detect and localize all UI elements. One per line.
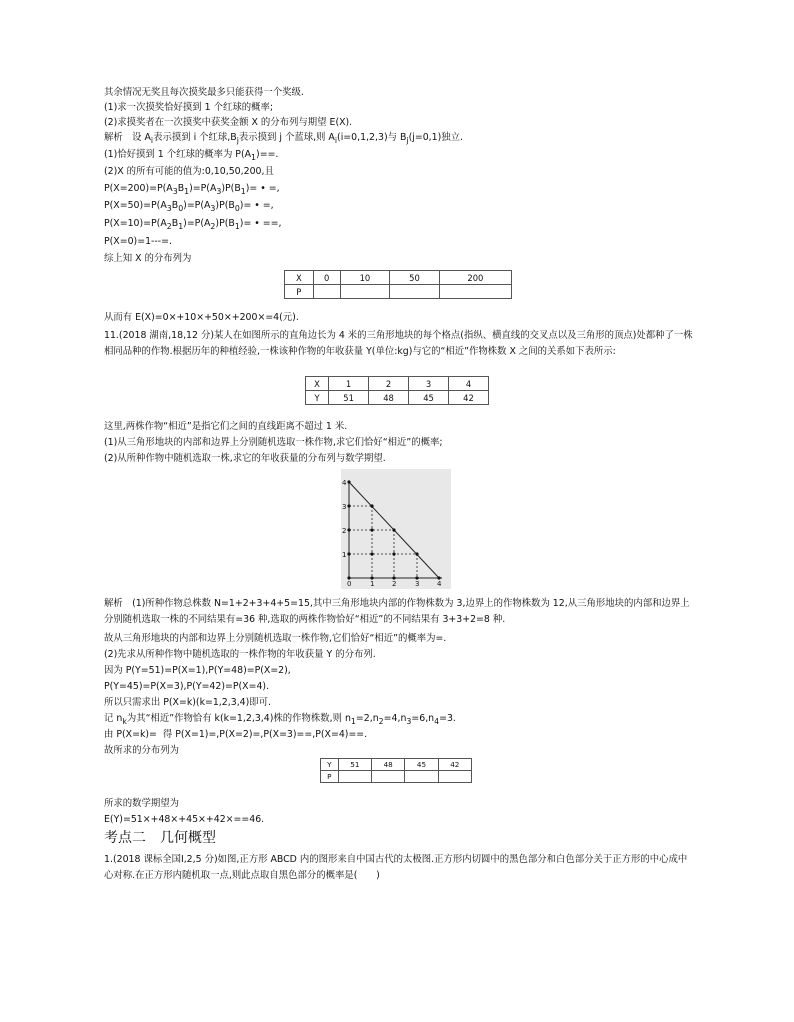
table-cell: 51 — [338, 759, 371, 771]
y-tick: 3 — [342, 503, 347, 511]
table-cell: X — [285, 271, 314, 285]
solution-line: 所以只需求出 P(X=k)(k=1,2,3,4)即可. — [104, 697, 272, 708]
table-cell: 45 — [405, 759, 438, 771]
x-tick: 4 — [437, 580, 442, 588]
question-part-2: (2)求摸奖者在一次摸奖中获奖金额 X 的分布列与期望 E(X). — [104, 117, 353, 128]
table-cell — [439, 285, 511, 299]
solution-11-part-1: 解析 (1)所种作物总株数 N=1+2+3+4+5=15,其中三角形地块内部的作物株数为 3,边界上的作物株数为 12,从三角形地块的内部和边界上分别随机选取一株的不同结果有=36 种,选取的两株作物恰好“相近”的不同结果有 3+3+2=8 种. — [104, 598, 690, 625]
solution-line: 故所求的分布列为 — [104, 745, 180, 756]
table-cell: 51 — [329, 391, 369, 405]
prob-x-0: P(X=0)=1---=. — [104, 236, 173, 247]
solution-line: 因为 P(Y=51)=P(X=1),P(Y=48)=P(X=2), — [104, 665, 291, 676]
expectation-line: 从而有 E(X)=0×+10×+50×+200×=4(元). — [104, 312, 299, 323]
solution-part-1: (1)恰好摸到 1 个红球的概率为 $P(A_1)==$. — [104, 149, 279, 162]
x-tick: 0 — [347, 580, 352, 588]
table-cell — [372, 771, 405, 783]
expectation-line: E(Y)=51×+48×+45×+42×==46. — [104, 814, 265, 825]
figure-svg — [341, 469, 451, 589]
x-tick: 2 — [392, 580, 397, 588]
table-row — [285, 271, 512, 285]
table-row — [306, 391, 489, 405]
distribution-table-x — [284, 270, 512, 299]
table-cell: 4 — [449, 377, 489, 391]
table-cell: 3 — [409, 377, 449, 391]
y-tick: 2 — [342, 527, 347, 535]
problem-11: 11.(2018 湖南,18,12 分)某人在如图所示的直角边长为 4 米的三角形地块的每个格点(指纵、横直线的交叉点以及三角形的顶点)处都种了一株相同品种的作物.根据历年的种植经验,一株该种作物的年收获量 Y(单位:kg)与它的“相近”作物株数 X 之间的关系如下表所示: — [104, 330, 693, 357]
triangle-grid-figure — [341, 469, 451, 589]
x-tick: 3 — [415, 580, 420, 588]
table-cell: 10 — [340, 271, 390, 285]
y-tick: 1 — [342, 551, 347, 559]
table-cell: 1 — [329, 377, 369, 391]
table-cell: P — [321, 771, 339, 783]
question-part-2: (2)从所种作物中随机选取一株,求它的年收获量的分布列与数学期望. — [104, 453, 386, 464]
table-cell: Y — [306, 391, 329, 405]
prob-x-10: $P(X=10)=P(A_2B_1)=P(A_2)P(B_1)=$ • ==, — [104, 218, 282, 231]
distribution-table-y — [320, 758, 472, 783]
solution-line: 所求的数学期望为 — [104, 798, 180, 809]
table-cell: Y — [321, 759, 339, 771]
table-cell: X — [306, 377, 329, 391]
table-cell — [313, 285, 340, 299]
text-line: 其余情况无奖且每次摸奖最多只能获得一个奖级. — [104, 87, 304, 98]
table-cell: 50 — [390, 271, 440, 285]
table-cell: 200 — [439, 271, 511, 285]
solution-line: 由 P(X=k)= 得 P(X=1)=,P(X=2)=,P(X=3)==,P(X=4)==. — [104, 729, 368, 740]
table-cell — [405, 771, 438, 783]
table-row — [321, 759, 472, 771]
solution-line: 记 $n_k$为其“相近”作物恰有 k(k=1,2,3,4)株的作物株数,则 $n_1=2,n_2=4,n_3=6,n_4=3$. — [104, 713, 456, 726]
table-cell: 48 — [369, 391, 409, 405]
table-cell: 48 — [372, 759, 405, 771]
solution-line: P(Y=45)=P(X=3),P(Y=42)=P(X=4). — [104, 681, 270, 692]
solution-part-2: (2)X 的所有可能的值为:0,10,50,200,且 — [104, 166, 274, 177]
table-cell: 45 — [409, 391, 449, 405]
table-cell: 2 — [369, 377, 409, 391]
solution-intro: 解析 设 $A_i$表示摸到 i 个红球$,B_j$表示摸到 j 个蓝球,则 $A_i(i=0,1,2,3)$与 $B_j(j=0,1)$独立. — [104, 132, 464, 145]
question-part-1: (1)从三角形地块的内部和边界上分别随机选取一株作物,求它们恰好“相近”的概率; — [104, 437, 443, 448]
section-heading: 考点二 几何概型 — [104, 830, 216, 846]
table-row — [285, 285, 512, 299]
prob-x-200: $P(X=200)=P(A_3B_1)=P(A_3)P(B_1)=$ • =, — [104, 183, 280, 196]
table-cell: 42 — [438, 759, 471, 771]
distribution-intro: 综上知 X 的分布列为 — [104, 253, 192, 264]
table-cell — [340, 285, 390, 299]
grid-lines — [349, 506, 417, 578]
table-row — [306, 377, 489, 391]
text-line: 这里,两株作物“相近”是指它们之间的直线距离不超过 1 米. — [104, 421, 348, 432]
table-cell — [390, 285, 440, 299]
relation-table-xy — [305, 376, 489, 405]
table-cell — [438, 771, 471, 783]
prob-x-50: $P(X=50)=P(A_3B_0)=P(A_3)P(B_0)=$ • =, — [104, 200, 274, 213]
problem-1: 1.(2018 课标全国Ⅰ,2,5 分)如图,正方形 ABCD 内的图形来自中国古代的太极图.正方形内切圆中的黑色部分和白色部分关于正方形的中心成中心对称.在正方形内随机取一点,则此点取自黑色部分的概率是( ) — [104, 854, 688, 881]
y-tick: 4 — [342, 479, 347, 487]
table-row — [321, 771, 472, 783]
table-cell: P — [285, 285, 314, 299]
solution-line: 故从三角形地块的内部和边界上分别随机选取一株作物,它们恰好“相近”的概率为=. — [104, 633, 447, 644]
table-cell — [338, 771, 371, 783]
table-cell: 0 — [313, 271, 340, 285]
table-cell: 42 — [449, 391, 489, 405]
solution-line: (2)先求从所种作物中随机选取的一株作物的年收获量 Y 的分布列. — [104, 649, 376, 660]
question-part-1: (1)求一次摸奖恰好摸到 1 个红球的概率; — [104, 102, 273, 113]
x-tick: 1 — [370, 580, 375, 588]
